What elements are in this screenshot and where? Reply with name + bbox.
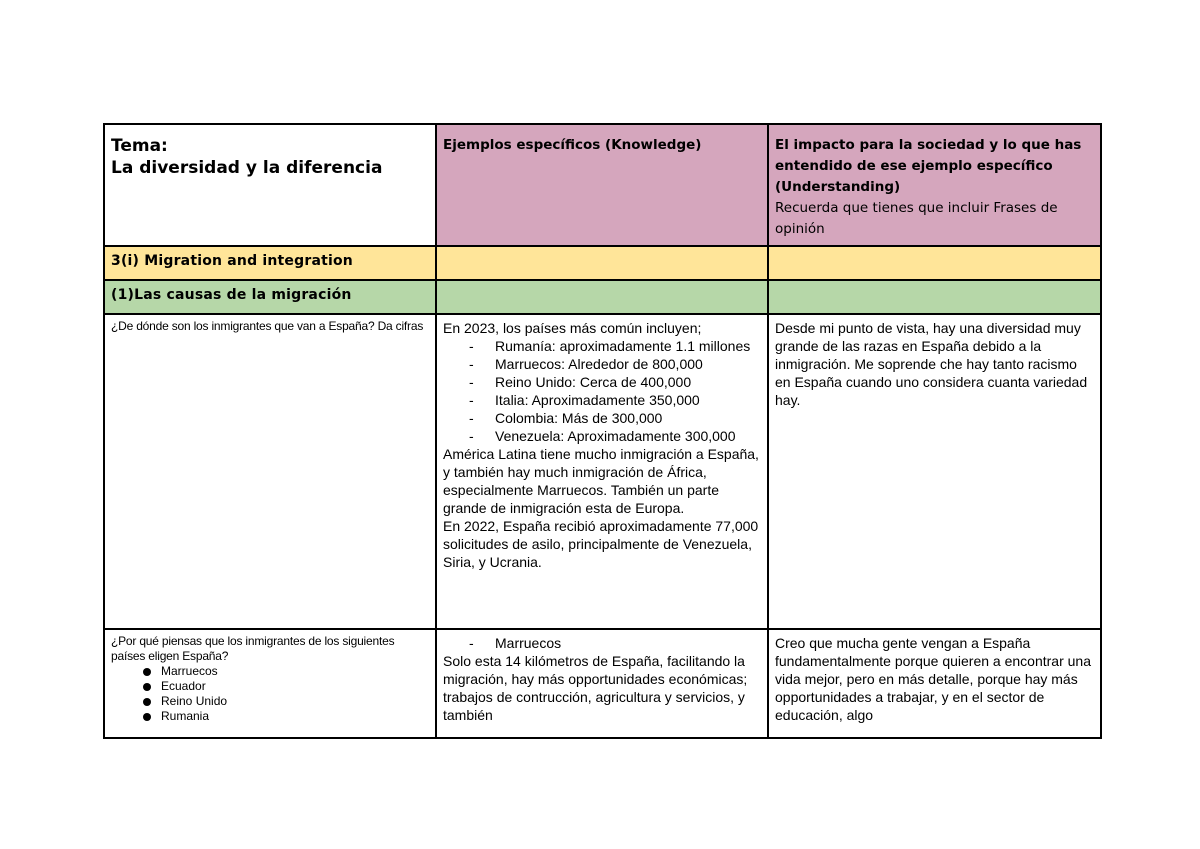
knowledge-paragraph: América Latina tiene mucho inmigración a España, y también hay much inmigración de África, especialmente Marruecos. También un parte grande de inmigración esta de Europa. [443,446,759,516]
list-item: - Venezuela: Aproximadamente 300,000 [463,427,761,445]
understanding-cell [768,314,1101,629]
understanding-header-cell [768,124,1101,246]
section-sub-cell [104,280,436,314]
list-item: Rumania [141,709,429,724]
section-main-empty-2 [768,246,1101,280]
knowledge-intro: En 2023, los países más común incluyen; [443,320,702,336]
question-cell [104,314,436,629]
section-main-label: 3(i) Migration and integration [111,253,353,269]
section-sub-empty-1 [436,280,768,314]
section-sub-empty-2 [768,280,1101,314]
knowledge-cell [436,314,768,629]
section-main-empty-1 [436,246,768,280]
opinion-text: Desde mi punto de vista, hay una diversidad muy grande de las razas en España debido a la inmigración. Me soprende che hay tanto racismo en España cuando uno considera cuanta variedad hay. [775,320,1088,408]
list-item: - Italia: Aproximadamente 350,000 [463,391,761,409]
understanding-header: El impacto para la sociedad y lo que has entendido de ese ejemplo específico (Understanding) [775,137,1082,195]
knowledge-header-cell [436,124,768,246]
table-row [104,314,1101,629]
section-main-cell [104,246,436,280]
knowledge-paragraph: En 2022, España recibió aproximadamente 77,000 solicitudes de asilo, principalmente de Venezuela, Siria, y Ucrania. [443,518,759,570]
knowledge-cell [436,629,768,738]
worksheet-table [103,123,1102,739]
section-row-main [104,246,1101,280]
tema-label: Tema: [111,136,168,156]
section-row-sub [104,280,1101,314]
list-item: Reino Unido [141,694,429,709]
understanding-cell [768,629,1101,738]
opinion-text: Creo que mucha gente vengan a España fundamentalmente porque quieren a encontrar una vida mejor, pero en más detalle, porque hay más opportunidades a trabajar, y en el sector de educación, algo [775,635,1091,723]
country-bullet-list [111,664,429,724]
country-list [443,634,761,652]
list-item: - Marruecos: Alrededor de 800,000 [463,355,761,373]
list-item: Ecuador [141,679,429,694]
list-item: - Colombia: Más de 300,000 [463,409,761,427]
list-item: - Reino Unido: Cerca de 400,000 [463,373,761,391]
list-item: Marruecos [141,664,429,679]
list-item: - Marruecos [463,634,761,652]
section-sub-label: (1)Las causas de la migración [111,287,352,303]
table-row [104,629,1101,738]
list-item: - Rumanía: aproximadamente 1.1 millones [463,337,761,355]
knowledge-header: Ejemplos específicos (Knowledge) [443,137,702,153]
question-cell [104,629,436,738]
question-text: ¿Por qué piensas que los inmigrantes de los siguientes países eligen España? [111,634,395,663]
question-text: ¿De dónde son los inmigrantes que van a España? Da cifras [111,319,424,333]
understanding-subtitle: Recuerda que tienes que incluir Frases de opinión [775,200,1058,237]
country-list [443,337,761,445]
header-row [104,124,1101,246]
tema-cell [104,124,436,246]
tema-title: La diversidad y la diferencia [111,158,383,178]
knowledge-paragraph: Solo esta 14 kilómetros de España, facilitando la migración, hay más opportunidades económicas; trabajos de contrucción, agricultura y servicios, y también [443,653,748,723]
